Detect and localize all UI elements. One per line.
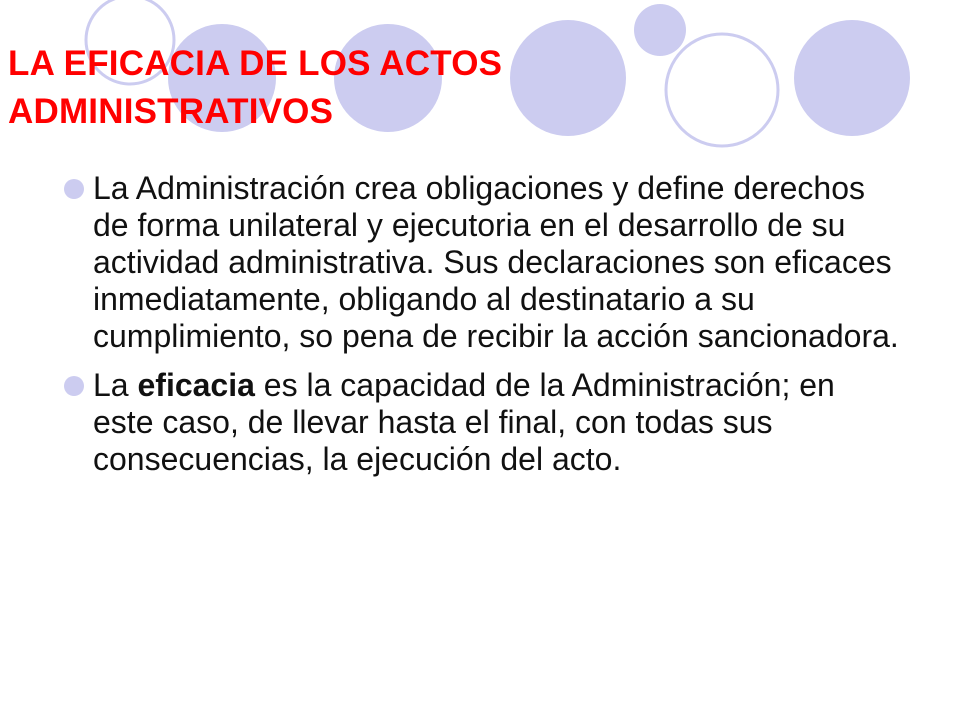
bullet-text: La Administración crea obligaciones y define derechos de forma unilateral y ejecutoria en el desarrollo de su actividad administrativa. Sus declaraciones son eficaces inmediatamente, obligando al destinatario a su cumplimiento, so pena de recibir la acción sancionadora. (93, 170, 899, 354)
bullet-list (60, 170, 900, 490)
slide-title: LA EFICACIA DE LOS ACTOS ADMINISTRATIVOS (8, 44, 503, 131)
bullet-dot-icon (64, 376, 84, 396)
bullet-text-lead: La (93, 367, 138, 403)
bullet-text-rest: es la capacidad de la Administración; en este caso, de llevar hasta el final, con todas sus consecuencias, la ejecución del acto. (93, 367, 835, 477)
decor-circle-filled (794, 20, 910, 136)
bold-term: eficacia (137, 367, 255, 403)
bullet-item (60, 170, 900, 355)
bullet-dot-icon (64, 179, 84, 199)
bullet-item (60, 367, 900, 478)
